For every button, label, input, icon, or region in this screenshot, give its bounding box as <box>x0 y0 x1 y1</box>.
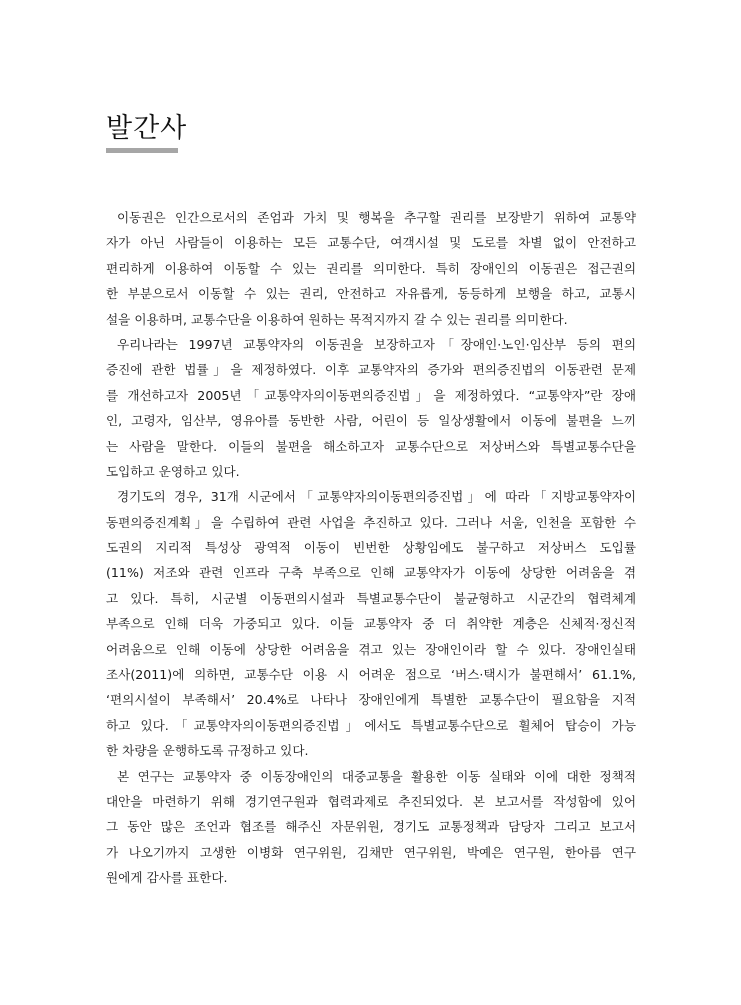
text-line: 이동권은 인간으로서의 존엄과 가치 및 행복을 추구할 권리를 보장받기 위하여 교통약 <box>117 210 636 225</box>
text-line: 도입하고 운영하고 있다. <box>106 463 240 479</box>
text-line: 대안을 마련하기 위해 경기연구원과 협력과제로 추진되었다. 본 보고서를 작성함에 있어 <box>106 793 636 809</box>
text-line: 한 차량을 운행하도록 규정하고 있다. <box>106 743 309 759</box>
foreword-body <box>106 205 636 891</box>
text-line: 어려움으로 인해 이동에 상당한 어려움을 겪고 있는 장애인이라 할 수 있다. 장애인실태 <box>106 641 636 657</box>
text-line: 하고 있다.「교통약자의이동편의증진법」에서도 특별교통수단으로 휠체어 탑승이 가능 <box>106 717 636 733</box>
text-line: 는 사람을 말한다. 이들의 불편을 해소하고자 교통수단으로 저상버스와 특별교통수단을 <box>106 438 636 454</box>
text-line: 부족으로 인해 더욱 가중되고 있다. 이들 교통약자 중 더 취약한 계층은 신체적·정신적 <box>106 616 636 632</box>
text-line: 고 있다. 특히, 시군별 이동편의시설과 특별교통수단이 불균형하고 시군간의 협력체계 <box>106 590 636 606</box>
text-line: ‘편의시설이 부족해서’ 20.4%로 나타나 장애인에게 특별한 교통수단이 필요함을 지적 <box>106 692 636 708</box>
text-line: 인, 고령자, 임산부, 영유아를 동반한 사람, 어린이 등 일상생활에서 이동에 불편을 느끼 <box>106 413 636 429</box>
text-line: 를 개선하고자 2005년「교통약자의이동편의증진법」을 제정하였다. “교통약자”란 장애 <box>106 387 636 403</box>
text-line: 원에게 감사를 표한다. <box>106 870 228 886</box>
text-line: 동편의증진계획」을 수립하여 관련 사업을 추진하고 있다. 그러나 서울, 인천을 포함한 수 <box>106 514 636 530</box>
text-line: 가 나오기까지 고생한 이병화 연구위원, 김채만 연구위원, 박예은 연구원, 한아름 연구 <box>106 844 636 860</box>
text-line: 편리하게 이용하여 이동할 수 있는 권리를 의미한다. 특히 장애인의 이동권은 접근권의 <box>106 260 636 276</box>
text-line: 증진에 관한 법률」을 제정하였다. 이후 교통약자의 증가와 편의증진법의 이동관련 문제 <box>106 362 636 378</box>
text-line: 설을 이용하며, 교통수단을 이용하여 원하는 목적지까지 갈 수 있는 권리를 의미한다. <box>106 311 568 327</box>
text-line: (11%) 저조와 관련 인프라 구축 부족으로 인해 교통약자가 이동에 상당한 어려움을 겪 <box>106 565 636 581</box>
text-line: 도권의 지리적 특성상 광역적 이동이 빈번한 상황임에도 불구하고 저상버스 도입률 <box>106 540 636 556</box>
text-line: 자가 아닌 사람들이 이용하는 모든 교통수단, 여객시설 및 도로를 차별 없이 안전하고 <box>106 235 636 251</box>
page-title: 발간사 <box>106 113 188 144</box>
text-line: 조사(2011)에 의하면, 교통수단 이용 시 어려운 점으로 ‘버스·택시가 불편해서’ 61.1%, <box>106 667 636 683</box>
title-underline <box>106 148 178 153</box>
text-line: 본 연구는 교통약자 중 이동장애인의 대중교통을 활용한 이동 실태와 이에 대한 정책적 <box>117 768 636 784</box>
text-line: 경기도의 경우, 31개 시군에서「교통약자의이동편의증진법」에 따라「지방교통약자이 <box>117 489 636 505</box>
text-line: 그 동안 많은 조언과 협조를 해주신 자문위원, 경기도 교통정책과 담당자 그리고 보고서 <box>106 819 636 835</box>
text-line: 한 부분으로서 이동할 수 있는 권리, 안전하고 자유롭게, 동등하게 보행을 하고, 교통시 <box>106 286 636 302</box>
text-line: 우리나라는 1997년 교통약자의 이동권을 보장하고자「장애인·노인·임산부 등의 편의 <box>117 336 636 352</box>
